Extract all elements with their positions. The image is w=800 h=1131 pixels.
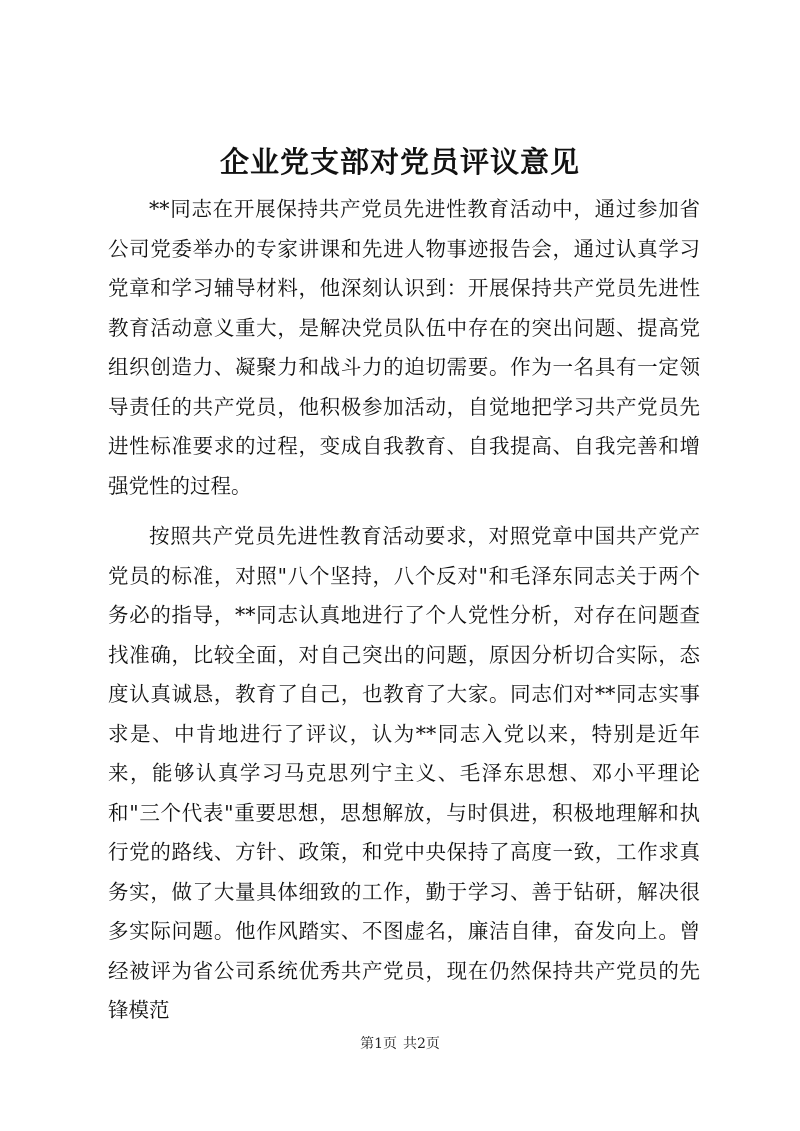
document-body	[108, 190, 700, 1031]
page-count: 共2页	[403, 1036, 440, 1052]
paragraph-1: **同志在开展保持共产党员先进性教育活动中，通过参加省公司党委举办的专家讲课和先进人物事迹报告会，通过认真学习党章和学习辅导材料，他深刻认识到：开展保持共产党员先进性教育活动意义重大，是解决党员队伍中存在的突出问题、提高党组织创造力、凝聚力和战斗力的迫切需要。作为一名具有一定领导责任的共产党员，他积极参加活动，自觉地把学习共产党员先进性标准要求的过程，变成自我教育、自我提高、自我完善和增强党性的过程。	[108, 197, 700, 498]
paragraph-2: 按照共产党员先进性教育活动要求，对照党章中国共产党产党员的标准，对照"八个坚持，八个反对"和毛泽东同志关于两个务必的指导，**同志认真地进行了个人党性分析，对存在问题查找准确，比较全面，对自己突出的问题，原因分析切合实际，态度认真诚恳，教育了自己，也教育了大家。同志们对**同志实事求是、中肯地进行了评议，认为**同志入党以来，特别是近年来，能够认真学习马克思列宁主义、毛泽东思想、邓小平理论和"三个代表"重要思想，思想解放，与时俱进，积极地理解和执行党的路线、方针、政策，和党中央保持了高度一致，工作求真务实，做了大量具体细致的工作，勤于学习、善于钻研，解决很多实际问题。他作风踏实、不图虚名，廉洁自律，奋发向上。曾经被评为省公司系统优秀共产党员，现在仍然保持共产党员的先锋模范	[108, 524, 700, 1022]
document-title: 企业党支部对党员评议意见	[219, 145, 580, 179]
page-footer	[0, 1034, 800, 1054]
page-number: 第1页	[360, 1036, 397, 1052]
